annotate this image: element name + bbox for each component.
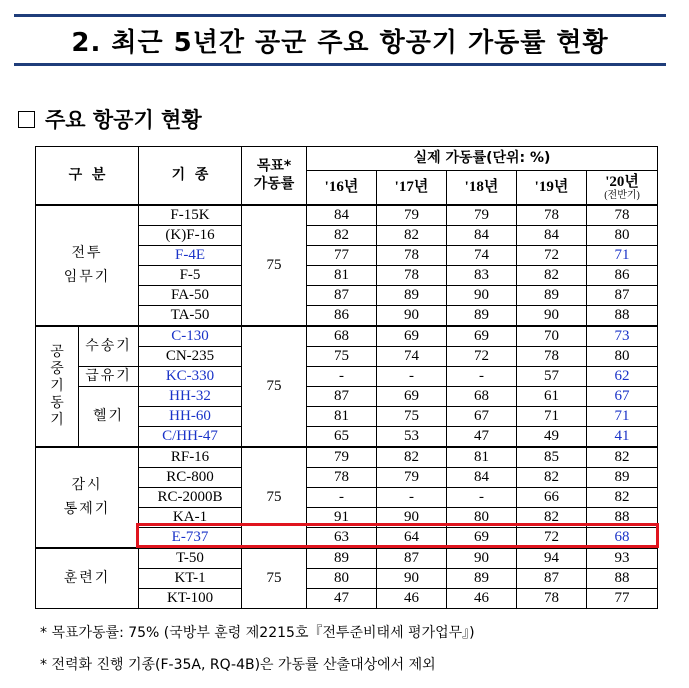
- aircraft-type: FA-50: [139, 285, 242, 305]
- highlight-box: [136, 523, 659, 548]
- aircraft-type: F-4E: [139, 245, 242, 265]
- cell-value: 79: [447, 205, 517, 226]
- cell-value: -: [377, 487, 447, 507]
- cell-value: 82: [377, 447, 447, 468]
- subgroup-label: 헬기: [79, 386, 139, 447]
- cell-value: 84: [517, 225, 587, 245]
- cell-value: 68: [587, 527, 658, 548]
- cell-value: -: [447, 366, 517, 386]
- cell-value: 73: [587, 326, 658, 347]
- cell-value: 69: [447, 326, 517, 347]
- aircraft-type: HH-60: [139, 406, 242, 426]
- cell-value: 87: [307, 285, 377, 305]
- cell-value: 82: [517, 265, 587, 285]
- cell-value: 82: [517, 507, 587, 527]
- cell-value: 78: [377, 265, 447, 285]
- table-row: [36, 205, 658, 226]
- cell-value: 72: [517, 527, 587, 548]
- cell-value: 61: [517, 386, 587, 406]
- cell-value: 83: [447, 265, 517, 285]
- aircraft-type: CN-235: [139, 346, 242, 366]
- group-label: 훈련기: [36, 548, 139, 609]
- cell-value: 67: [587, 386, 658, 406]
- cell-value: 80: [587, 225, 658, 245]
- cell-value: 69: [377, 326, 447, 347]
- cell-value: 90: [447, 285, 517, 305]
- aircraft-type: KA-1: [139, 507, 242, 527]
- cell-value: 85: [517, 447, 587, 468]
- cell-value: 90: [377, 305, 447, 326]
- cell-value: 62: [587, 366, 658, 386]
- cell-value: 78: [307, 467, 377, 487]
- cell-value: 47: [307, 588, 377, 608]
- target-rate: 75: [242, 205, 307, 326]
- cell-value: 91: [307, 507, 377, 527]
- cell-value: 71: [587, 406, 658, 426]
- cell-value: 65: [307, 426, 377, 447]
- cell-value: 72: [517, 245, 587, 265]
- cell-value: -: [307, 487, 377, 507]
- cell-value: -: [447, 487, 517, 507]
- section-heading: [18, 104, 202, 134]
- header-year: '18년: [447, 171, 517, 205]
- cell-value: 87: [377, 548, 447, 569]
- cell-value: 78: [517, 205, 587, 226]
- cell-value: 70: [517, 326, 587, 347]
- aircraft-type: C/HH-47: [139, 426, 242, 447]
- target-rate: 75: [242, 548, 307, 609]
- cell-value: 82: [587, 447, 658, 468]
- cell-value: 86: [587, 265, 658, 285]
- cell-value: 66: [517, 487, 587, 507]
- cell-value: 78: [587, 205, 658, 226]
- cell-value: 81: [307, 406, 377, 426]
- header-category: 구 분: [36, 147, 139, 205]
- group-label: 감시 통제기: [36, 447, 139, 548]
- cell-value: 75: [307, 346, 377, 366]
- cell-value: 84: [447, 225, 517, 245]
- cell-value: 69: [377, 386, 447, 406]
- cell-value: 86: [307, 305, 377, 326]
- aircraft-type: RF-16: [139, 447, 242, 468]
- cell-value: 79: [307, 447, 377, 468]
- cell-value: 68: [447, 386, 517, 406]
- aircraft-type: HH-32: [139, 386, 242, 406]
- cell-value: 47: [447, 426, 517, 447]
- cell-value: 68: [307, 326, 377, 347]
- cell-value: 89: [447, 568, 517, 588]
- aircraft-type: T-50: [139, 548, 242, 569]
- cell-value: -: [307, 366, 377, 386]
- target-rate: 75: [242, 447, 307, 548]
- cell-value: 53: [377, 426, 447, 447]
- cell-value: 82: [517, 467, 587, 487]
- year-note: (전반기): [604, 189, 640, 201]
- header-year: '16년: [307, 171, 377, 205]
- cell-value: 78: [517, 346, 587, 366]
- cell-value: 89: [377, 285, 447, 305]
- cell-value: 90: [447, 548, 517, 569]
- cell-value: 90: [377, 568, 447, 588]
- cell-value: 46: [377, 588, 447, 608]
- cell-value: 69: [447, 527, 517, 548]
- group-label: 공중기동기: [36, 326, 79, 447]
- cell-value: 84: [447, 467, 517, 487]
- title-bar: [14, 14, 666, 66]
- cell-value: 63: [307, 527, 377, 548]
- cell-value: 75: [377, 406, 447, 426]
- cell-value: 71: [517, 406, 587, 426]
- cell-value: 72: [447, 346, 517, 366]
- cell-value: 46: [447, 588, 517, 608]
- header-type: 기 종: [139, 147, 242, 205]
- cell-value: 49: [517, 426, 587, 447]
- header-year-2020: '20년 (전반기): [587, 171, 658, 205]
- header-target: 목표* 가동률: [242, 147, 307, 205]
- cell-value: 82: [587, 487, 658, 507]
- aircraft-type: TA-50: [139, 305, 242, 326]
- cell-value: 74: [447, 245, 517, 265]
- cell-value: 80: [587, 346, 658, 366]
- footnote: * 목표가동률: 75% (국방부 훈령 제2215호『전투준비태세 평가업무』): [40, 625, 475, 641]
- cell-value: 84: [307, 205, 377, 226]
- cell-value: 87: [587, 285, 658, 305]
- target-rate: 75: [242, 326, 307, 447]
- aircraft-type: RC-2000B: [139, 487, 242, 507]
- cell-value: 87: [517, 568, 587, 588]
- cell-value: 81: [307, 265, 377, 285]
- aircraft-type: KT-1: [139, 568, 242, 588]
- aircraft-type: KC-330: [139, 366, 242, 386]
- cell-value: 90: [517, 305, 587, 326]
- aircraft-type: KT-100: [139, 588, 242, 608]
- cell-value: 88: [587, 305, 658, 326]
- aircraft-type: E-737: [139, 527, 242, 548]
- cell-value: 82: [307, 225, 377, 245]
- footnote: * 전력화 진행 기종(F-35A, RQ-4B)은 가동률 산출대상에서 제외: [40, 657, 436, 673]
- cell-value: 93: [587, 548, 658, 569]
- cell-value: -: [377, 366, 447, 386]
- cell-value: 77: [307, 245, 377, 265]
- cell-value: 89: [517, 285, 587, 305]
- header-year: '17년: [377, 171, 447, 205]
- cell-value: 90: [377, 507, 447, 527]
- header-year: '19년: [517, 171, 587, 205]
- aircraft-type: F-15K: [139, 205, 242, 226]
- aircraft-type: C-130: [139, 326, 242, 347]
- cell-value: 78: [377, 245, 447, 265]
- subgroup-label: 급유기: [79, 366, 139, 386]
- cell-value: 79: [377, 467, 447, 487]
- cell-value: 77: [587, 588, 658, 608]
- aircraft-type: RC-800: [139, 467, 242, 487]
- cell-value: 94: [517, 548, 587, 569]
- aircraft-type: F-5: [139, 265, 242, 285]
- page-title: 2. 최근 5년간 공군 주요 항공기 가동률 현황: [71, 27, 609, 58]
- table-row: [36, 447, 658, 468]
- table-row: [36, 326, 658, 347]
- checkbox-square-icon: [18, 111, 35, 128]
- subgroup-label: 수송기: [79, 326, 139, 367]
- cell-value: 88: [587, 568, 658, 588]
- cell-value: 64: [377, 527, 447, 548]
- cell-value: 87: [307, 386, 377, 406]
- aircraft-type: (K)F-16: [139, 225, 242, 245]
- cell-value: 67: [447, 406, 517, 426]
- cell-value: 81: [447, 447, 517, 468]
- table-row: [36, 548, 658, 569]
- cell-value: 74: [377, 346, 447, 366]
- table-row: [36, 386, 658, 406]
- cell-value: 80: [307, 568, 377, 588]
- header-actual: 실제 가동률(단위: %): [307, 147, 658, 171]
- cell-value: 88: [587, 507, 658, 527]
- cell-value: 82: [377, 225, 447, 245]
- cell-value: 78: [517, 588, 587, 608]
- cell-value: 79: [377, 205, 447, 226]
- group-label: 전투 임무기: [36, 205, 139, 326]
- cell-value: 89: [587, 467, 658, 487]
- cell-value: 71: [587, 245, 658, 265]
- cell-value: 57: [517, 366, 587, 386]
- cell-value: 41: [587, 426, 658, 447]
- cell-value: 89: [307, 548, 377, 569]
- cell-value: 89: [447, 305, 517, 326]
- table-row: [36, 366, 658, 386]
- section-title: 주요 항공기 현황: [45, 108, 202, 132]
- cell-value: 80: [447, 507, 517, 527]
